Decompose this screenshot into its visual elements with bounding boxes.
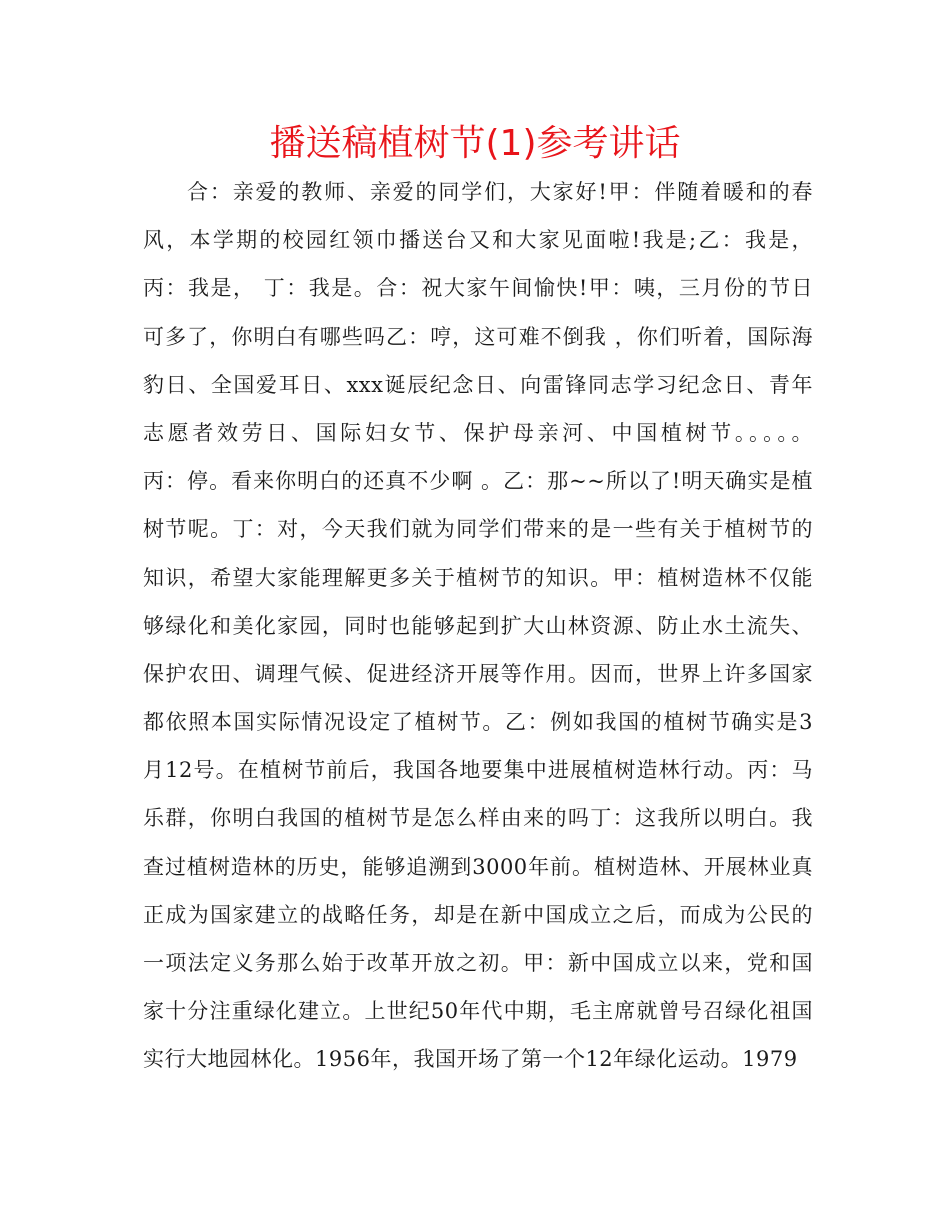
body-line: 实行大地园林化。1956年，我国开场了第一个12年绿化运动。1979 [143,1047,798,1072]
body-line: 家十分注重绿化建立。上世纪50年代中期，毛主席就曾号召绿化祖国 [143,999,813,1024]
body-line: 保护农田、调理气候、促进经济开展等作用。因而，世界上许多国家 [143,661,813,686]
body-line: 够绿化和美化家园，同时也能够起到扩大山林资源、防止水土流失、 [143,613,813,638]
body-line: 正成为国家建立的战略任务，却是在新中国成立之后，而成为公民的 [143,902,813,927]
document-title: 播送稿植树节(1)参考讲话 [269,123,681,164]
body-line: 树节呢。丁：对，今天我们就为同学们带来的是一些有关于植树节的 [143,517,813,542]
body-line: 查过植树造林的历史，能够追溯到3000年前。植树造林、开展林业真 [143,854,813,879]
body-line: 都依照本国实际情况设定了植树节。乙：例如我国的植树节确实是3 [143,710,813,735]
body-line: 丙：我是， 丁：我是。合：祝大家午间愉快!甲：咦，三月份的节日 [143,276,813,301]
body-line: 合：亲爱的教师、亲爱的同学们，大家好!甲：伴随着暖和的春 [187,180,813,204]
body-line: 乐群，你明白我国的植树节是怎么样由来的吗丁：这我所以明白。我 [143,806,813,831]
body-line: 月12号。在植树节前后，我国各地要集中进展植树造林行动。丙：马 [143,758,813,783]
body-line: 一项法定义务那么始于改革开放之初。甲：新中国成立以来，党和国 [143,951,813,975]
body-line: 可多了，你明白有哪些吗乙：哼，这可难不倒我 ，你们听着，国际海 [143,324,813,349]
body-line: 豹日、全国爱耳日、xxx诞辰纪念日、向雷锋同志学习纪念日、青年 [143,372,813,397]
body-line: 丙：停。看来你明白的还真不少啊 。乙：那~~所以了!明天确实是植 [143,469,813,494]
document-body [143,168,813,1084]
body-line: 志愿者效劳日、国际妇女节、保护母亲河、中国植树节。。。。。 [143,420,813,445]
body-line: 知识，希望大家能理解更多关于植树节的知识。甲：植树造林不仅能 [143,565,813,590]
body-line: 风，本学期的校园红领巾播送台又和大家见面啦!我是;乙：我是， [143,228,813,253]
